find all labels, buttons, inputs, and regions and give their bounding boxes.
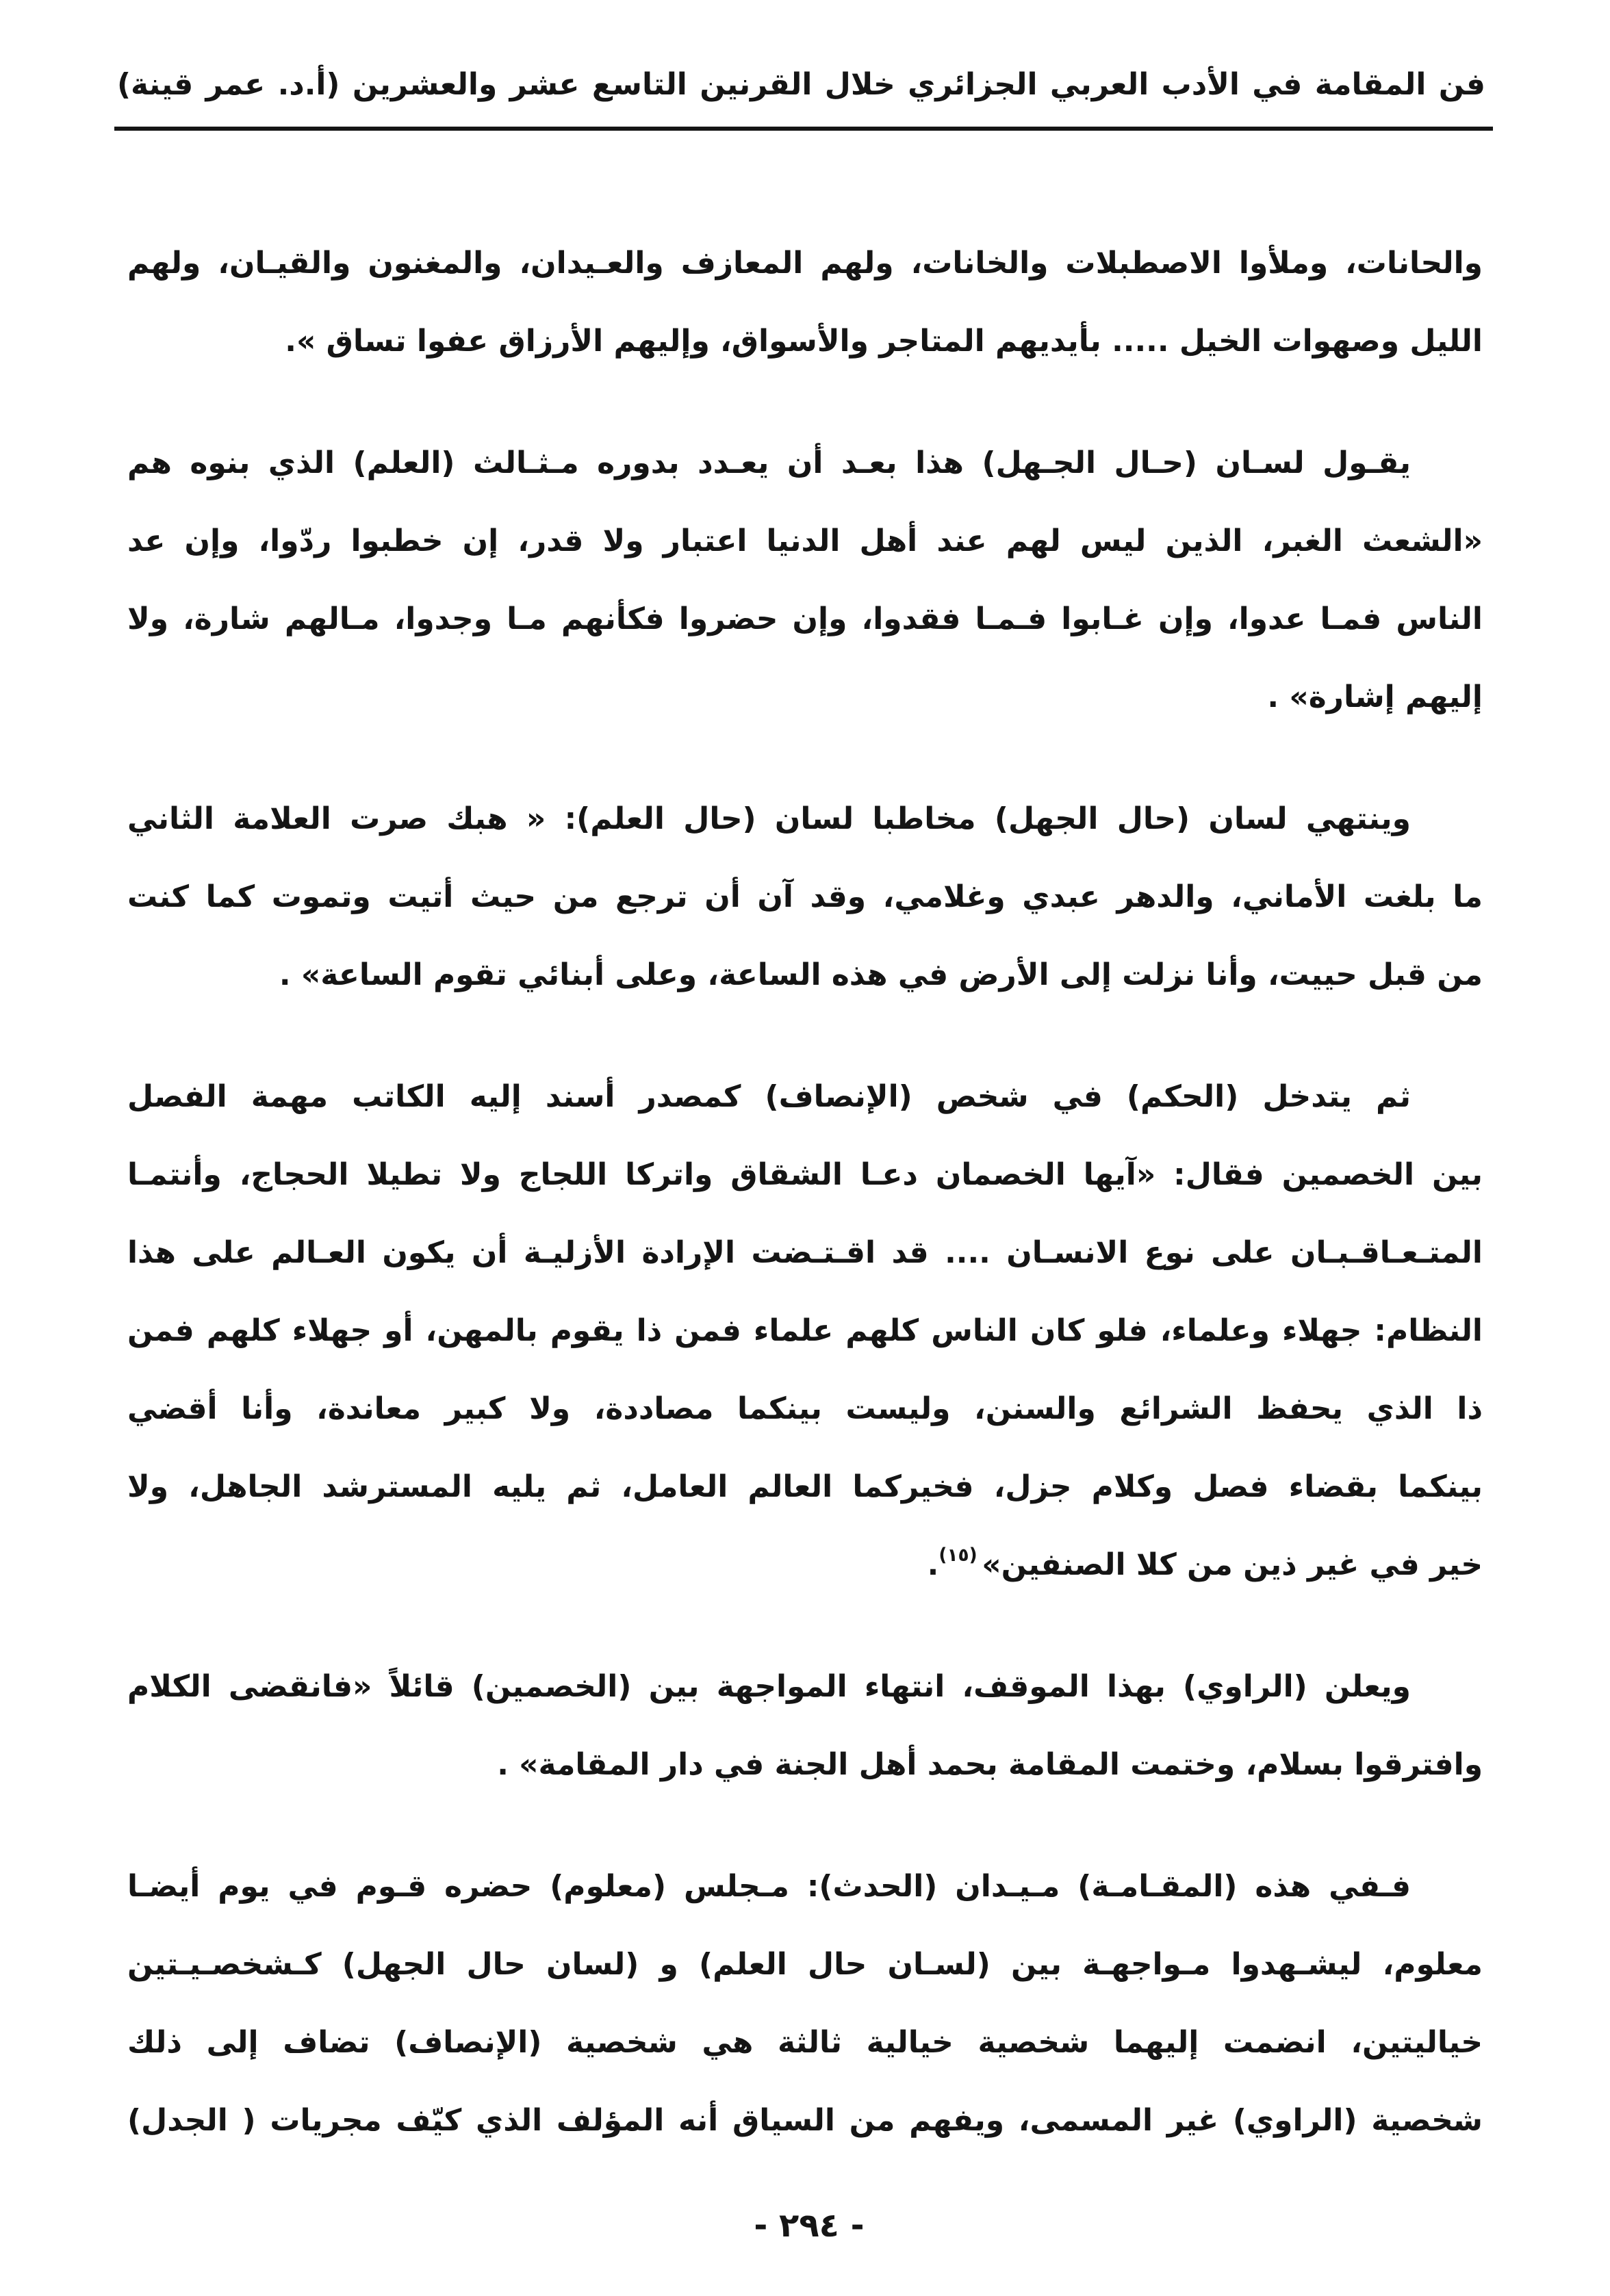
text-line <box>127 1448 1483 1526</box>
line-text-group <box>928 1547 1483 1582</box>
paragraph <box>127 1058 1483 1604</box>
line-text: والحانات، وملأوا الاصطبلات والخانات، ولهم المعازف والعـيدان، والمغنون والقيـان، ولهم <box>127 246 1483 281</box>
line-text: خياليتين، انضمت إليهما شخصية خيالية ثالثة هي شخصية (الإنصاف) تضاف إلى ذلك <box>127 2025 1483 2060</box>
text-line <box>127 1058 1483 1136</box>
text-line <box>127 2004 1483 2082</box>
text-line <box>127 1726 1483 1804</box>
text-line <box>127 780 1483 858</box>
line-text: ما بلغت الأماني، والدهر عبدي وغلامي، وقد آن أن ترجع من حيث أتيت وتموت كما كنت <box>127 879 1483 914</box>
page-number: - ٢٩٤ - <box>754 2206 865 2245</box>
line-text: ويعلن (الراوي) بهذا الموقف، انتهاء المواجهة بين (الخصمين) قائلاً «فانقضى الكلام <box>127 1669 1411 1704</box>
line-text: الناس فمـا عدوا، وإن غـابوا فـمـا فقدوا، وإن حضروا فكأنهم مـا وجدوا، مـالهم شارة، ولا <box>127 602 1483 636</box>
body-text <box>127 224 1483 2160</box>
paragraph <box>127 780 1483 1014</box>
line-text: معلوم، ليشـهدوا مـواجهـة بين (لسـان حال العلم) و (لسان حال الجهل) كـشخصـيـتين <box>127 1947 1483 1982</box>
line-text: بينكما بقضاء فصل وكلام جزل، فخيركما العالم العامل، ثم يليه المسترشد الجاهل، ولا <box>127 1469 1483 1504</box>
text-line <box>127 302 1483 380</box>
line-text: وافترقوا بسلام، وختمت المقامة بحمد أهل الجنة في دار المقامة» . <box>497 1747 1483 1782</box>
line-text: إليهم إشارة» . <box>1267 680 1483 714</box>
line-text: المتـعـاقـبـان على نوع الانسـان .... قد اقـتـضت الإرادة الأزليـة أن يكون العـالم على هذا <box>127 1235 1483 1270</box>
text-line <box>127 424 1483 502</box>
text-line <box>127 1648 1483 1726</box>
text-line <box>127 2082 1483 2160</box>
text-line <box>127 1848 1483 1926</box>
text-line <box>127 1214 1483 1292</box>
text-line <box>127 1526 1483 1604</box>
paragraph <box>127 224 1483 380</box>
line-text: من قبل حييت، وأنا نزلت إلى الأرض في هذه الساعة، وعلى أبنائي تقوم الساعة» . <box>279 957 1483 992</box>
running-header-text: فن المقامة في الأدب العربي الجزائري خلال القرنين التاسع عشر والعشرين (أ.د. عمر قينة) <box>117 67 1485 102</box>
line-text: النظام: جهلاء وعلماء، فلو كان الناس كلهم علماء فمن ذا يقوم بالمهن، أو جهلاء كلهم فمن <box>127 1313 1483 1348</box>
paragraph <box>127 1648 1483 1804</box>
line-text: ثم يتدخل (الحكم) في شخص (الإنصاف) كمصدر أسند إليه الكاتب مهمة الفصل <box>127 1079 1411 1114</box>
line-text: يقـول لسـان (حـال الجـهل) هذا بعـد أن يعـدد بدوره مـثـالث (العلم) الذي بنوه هم <box>127 446 1411 480</box>
text-line <box>127 1136 1483 1214</box>
line-text: بين الخصمين فقال: «آيها الخصمان دعـا الشقاق واتركا اللجاج ولا تطيلا الحجاج، وأنتمـا <box>127 1157 1483 1192</box>
paragraph <box>127 1848 1483 2160</box>
running-header <box>117 61 1485 109</box>
text-line <box>127 580 1483 658</box>
text-line <box>127 1926 1483 2004</box>
line-text: شخصية (الراوي) غير المسمى، ويفهم من السياق أنه المؤلف الذي كيّف مجريات ( الجدل) <box>127 2103 1483 2138</box>
text-line <box>127 858 1483 936</box>
line-text: وينتهي لسان (حال الجهل) مخاطبا لسان (حال العلم): « هبك صرت العلامة الثاني <box>127 801 1411 836</box>
line-text: خير في غير ذين من كلا الصنفين» <box>982 1547 1483 1582</box>
header-rule <box>114 127 1493 131</box>
text-line <box>127 1292 1483 1370</box>
text-line <box>127 936 1483 1014</box>
footnote-reference: (١٥) <box>938 1545 978 1566</box>
line-text: «الشعث الغبر، الذين ليس لهم عند أهل الدنيا اعتبار ولا قدر، إن خطبوا ردّوا، وإن عد <box>127 524 1483 558</box>
line-text: ذا الذي يحفظ الشرائع والسنن، وليست بينكما مصاددة، ولا كبير معاندة، وأنا أقضي <box>127 1391 1483 1426</box>
line-end-punctuation: . <box>927 1547 939 1582</box>
text-line <box>127 1370 1483 1448</box>
line-text: فـفي هذه (المقـامـة) مـيـدان (الحدث): مـجلس (معلوم) حضره قـوم في يوم أيضـا <box>127 1869 1411 1904</box>
text-line <box>127 224 1483 302</box>
text-line <box>127 658 1483 736</box>
line-text: الليل وصهوات الخيل ..... بأيديهم المتاجر والأسواق، وإليهم الأرزاق عفوا تساق ». <box>285 324 1483 359</box>
paragraph <box>127 424 1483 736</box>
text-line <box>127 502 1483 580</box>
